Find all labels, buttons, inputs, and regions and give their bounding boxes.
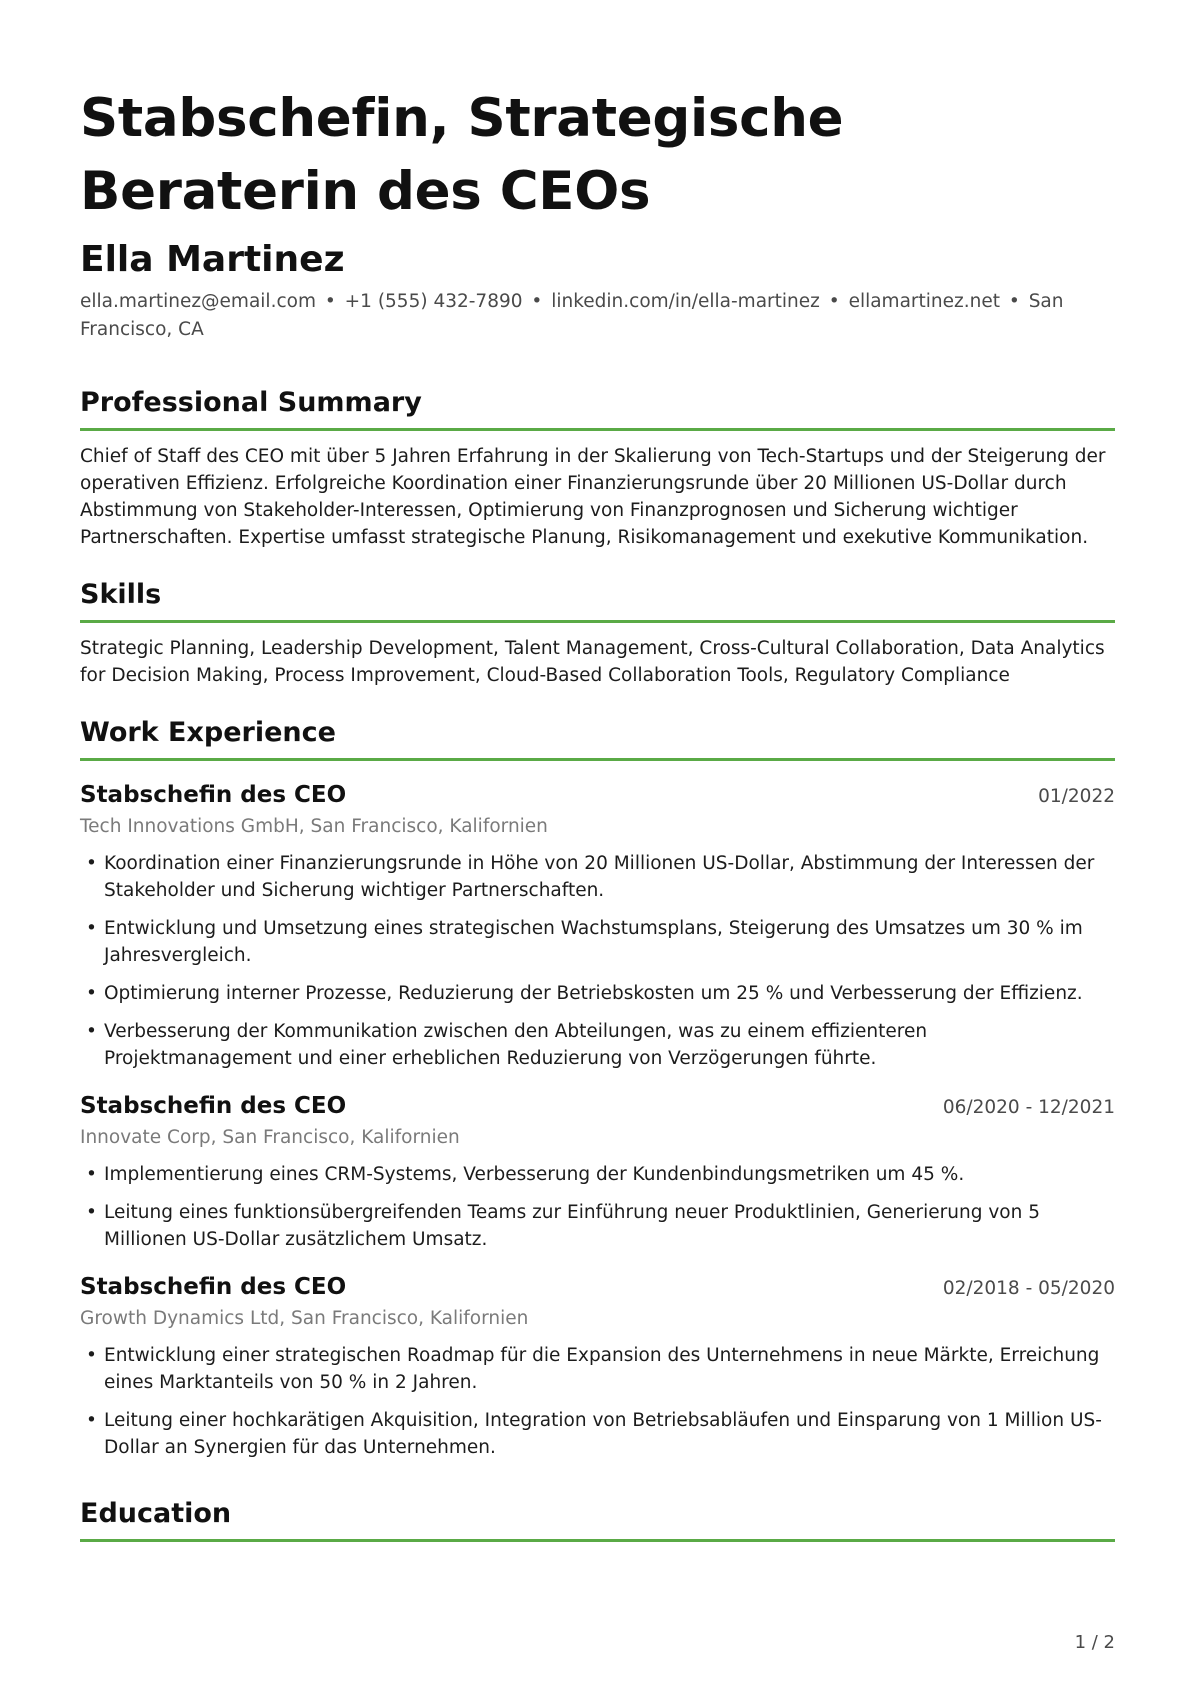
person-name: Ella Martinez xyxy=(80,239,345,280)
job-bullets xyxy=(80,850,1115,1072)
bullet-icon: • xyxy=(86,853,97,874)
contact-separator: • xyxy=(828,291,840,312)
job-title: Stabschefin des CEO xyxy=(80,782,347,808)
bullet-icon: • xyxy=(86,918,97,939)
summary-section xyxy=(80,384,1115,551)
bullet-icon: • xyxy=(86,983,97,1004)
job-bullet: • Entwicklung einer strategischen Roadmap für die Expansion des Unternehmens in neue Märkte, Erreichung eines Marktanteils von 50 % in 2 Jahren. xyxy=(80,1342,1115,1396)
job-bullet: • Leitung eines funktionsübergreifenden Teams zur Einführung neuer Produktlinien, Generierung von 5 Millionen US-Dollar zusätzlichem Umsatz. xyxy=(80,1199,1115,1253)
job-date: 06/2020 - 12/2021 xyxy=(942,1097,1115,1118)
job-entry xyxy=(80,1090,1115,1253)
summary-text: Chief of Staff des CEO mit über 5 Jahren Erfahrung in der Skalierung von Tech-Startups und der Steigerung der operativen Effizienz. Erfolgreiche Koordination einer Finanzierungsrunde über 20 Millionen US-Dollar durch Abstimmung von Stakeholder-Interessen, Optimierung von Finanzprognosen und Sicherung wichtiger Partnerschaften. Expertise umfasst strategische Planung, Risikomanagement und exekutive Kommunikation. xyxy=(80,446,1106,548)
job-title: Stabschefin des CEO xyxy=(80,1274,347,1300)
job-date: 01/2022 xyxy=(1038,786,1115,807)
job-title: Stabschefin des CEO xyxy=(80,1093,347,1119)
contact-line xyxy=(80,288,1115,344)
job-entry xyxy=(80,779,1115,1072)
bullet-icon: • xyxy=(86,1345,97,1366)
contact-separator: • xyxy=(1008,291,1020,312)
job-bullets xyxy=(80,1342,1115,1461)
education-heading: Education xyxy=(80,1495,1115,1542)
job-bullet: • Koordination einer Finanzierungsrunde in Höhe von 20 Millionen US-Dollar, Abstimmung der Interessen der Stakeholder und Sicherung wichtiger Partnerschaften. xyxy=(80,850,1115,904)
bullet-icon: • xyxy=(86,1164,97,1185)
page-number: 1 / 2 xyxy=(1074,1632,1115,1653)
contact-linkedin: linkedin.com/in/ella-martinez xyxy=(551,291,820,312)
contact-email: ella.martinez@email.com xyxy=(80,291,316,312)
contact-website: ellamartinez.net xyxy=(848,291,1000,312)
job-entry xyxy=(80,1271,1115,1461)
contact-location: San Francisco, CA xyxy=(80,291,1064,340)
education-section xyxy=(80,1495,1115,1542)
work-heading: Work Experience xyxy=(80,714,1115,761)
job-bullet: • Verbesserung der Kommunikation zwischen den Abteilungen, was zu einem effizienteren Projektmanagement und einer erheblichen Reduzierung von Verzögerungen führte. xyxy=(80,1018,1115,1072)
summary-heading: Professional Summary xyxy=(80,384,1115,431)
bullet-icon: • xyxy=(86,1021,97,1042)
job-bullet: • Leitung einer hochkarätigen Akquisition, Integration von Betriebsabläufen und Einsparung von 1 Million US-Dollar an Synergien für das Unternehmen. xyxy=(80,1407,1115,1461)
skills-heading: Skills xyxy=(80,576,1115,623)
contact-separator: • xyxy=(324,291,336,312)
work-section xyxy=(80,714,1115,1461)
job-bullet: • Entwicklung und Umsetzung eines strategischen Wachstumsplans, Steigerung des Umsatzes um 30 % im Jahresvergleich. xyxy=(80,915,1115,969)
job-company: Growth Dynamics Ltd, San Francisco, Kalifornien xyxy=(80,1308,529,1329)
contact-phone: +1 (555) 432-7890 xyxy=(344,291,523,312)
job-bullets xyxy=(80,1161,1115,1253)
job-bullet: • Optimierung interner Prozesse, Reduzierung der Betriebskosten um 25 % und Verbesserung der Effizienz. xyxy=(80,980,1115,1007)
page-title: Stabschefin, Strategische Beraterin des CEOs xyxy=(80,88,844,222)
skills-text: Strategic Planning, Leadership Development, Talent Management, Cross-Cultural Collaboration, Data Analytics for Decision Making, Process Improvement, Cloud-Based Collaboration Tools, Regulatory Compliance xyxy=(80,638,1105,686)
skills-section xyxy=(80,576,1115,689)
job-bullet: • Implementierung eines CRM-Systems, Verbesserung der Kundenbindungsmetriken um 45 %. xyxy=(80,1161,1115,1188)
bullet-icon: • xyxy=(86,1202,97,1223)
job-company: Tech Innovations GmbH, San Francisco, Kalifornien xyxy=(80,816,548,837)
resume-page xyxy=(80,82,1115,1542)
job-company: Innovate Corp, San Francisco, Kalifornien xyxy=(80,1127,460,1148)
job-date: 02/2018 - 05/2020 xyxy=(942,1278,1115,1299)
bullet-icon: • xyxy=(86,1410,97,1431)
contact-separator: • xyxy=(531,291,543,312)
